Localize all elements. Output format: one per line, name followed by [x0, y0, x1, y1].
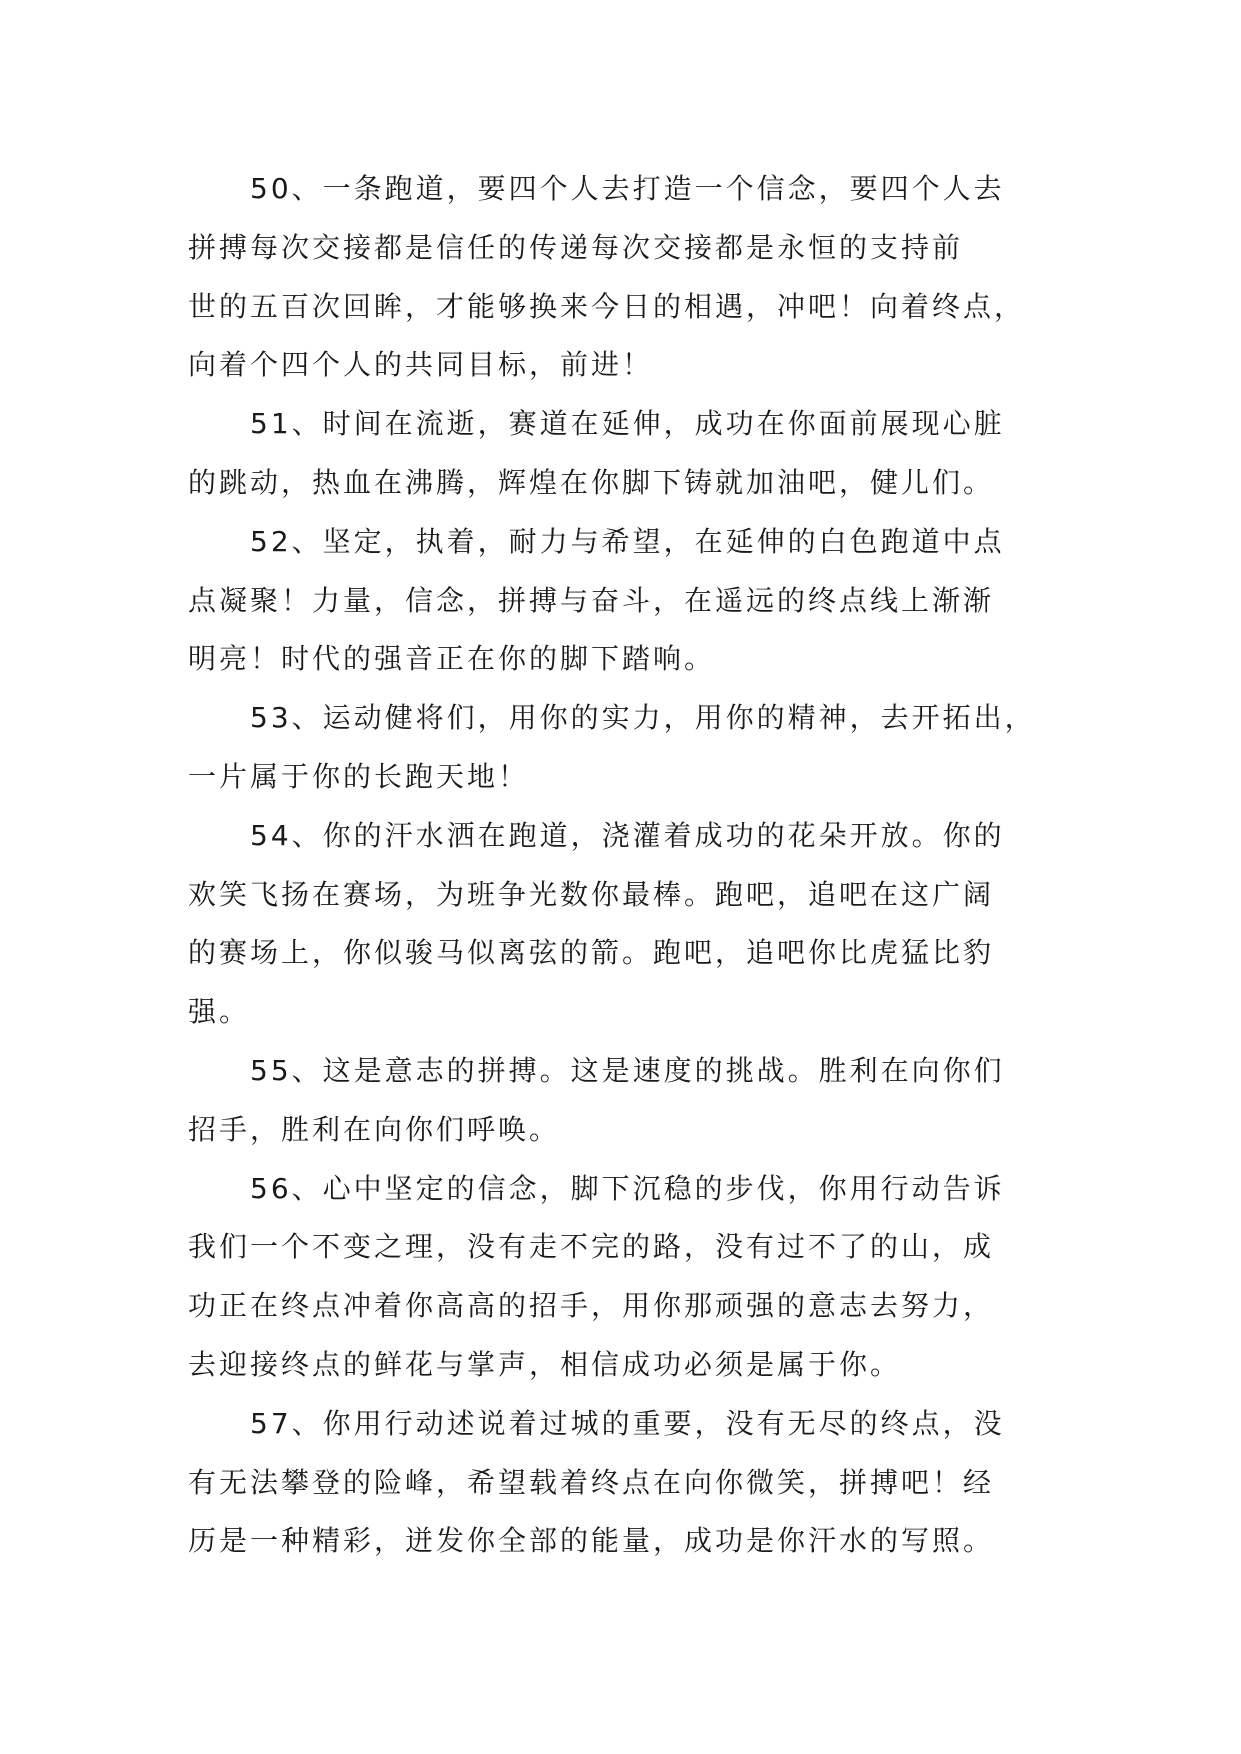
paragraph-54	[188, 807, 1068, 1042]
document-body	[188, 160, 1068, 1571]
paragraph-55	[188, 1042, 1068, 1160]
paragraph-line: 一片属于你的长跑天地！	[188, 759, 530, 793]
paragraph-line: 强。	[188, 995, 251, 1029]
paragraph-50	[188, 160, 1068, 395]
paragraph-line: 52、坚定，执着，耐力与希望，在延伸的白色跑道中点	[250, 524, 1005, 558]
paragraph-line: 世的五百次回眸，才能够换来今日的相遇，冲吧！向着终点，	[188, 289, 1026, 323]
paragraph-line: 51、时间在流逝，赛道在延伸，成功在你面前展现心脏	[250, 407, 1005, 441]
paragraph-52	[188, 513, 1068, 689]
paragraph-line: 点凝聚！力量，信念，拼搏与奋斗，在遥远的终点线上渐渐	[188, 583, 995, 617]
paragraph-line: 欢笑飞扬在赛场，为班争光数你最棒。跑吧，追吧在这广阔	[188, 877, 995, 911]
paragraph-line: 我们一个不变之理，没有走不完的路，没有过不了的山，成	[188, 1230, 995, 1264]
paragraph-line: 历是一种精彩，迸发你全部的能量，成功是你汗水的写照。	[188, 1524, 995, 1558]
paragraph-line: 有无法攀登的险峰，希望载着终点在向你微笑，拼搏吧！经	[188, 1465, 995, 1499]
paragraph-56	[188, 1160, 1068, 1395]
paragraph-53	[188, 689, 1068, 807]
paragraph-line: 56、心中坚定的信念，脚下沉稳的步伐，你用行动告诉	[250, 1171, 1005, 1205]
paragraph-line: 的赛场上，你似骏马似离弦的箭。跑吧，追吧你比虎猛比豹	[188, 936, 995, 970]
paragraph-line: 向着个四个人的共同目标，前进！	[188, 348, 654, 382]
paragraph-line: 53、运动健将们，用你的实力，用你的精神，去开拓出，	[250, 701, 1036, 735]
paragraph-line: 去迎接终点的鲜花与掌声，相信成功必须是属于你。	[188, 1347, 902, 1381]
paragraph-57	[188, 1395, 1068, 1571]
paragraph-51	[188, 395, 1068, 513]
paragraph-line: 的跳动，热血在沸腾，辉煌在你脚下铸就加油吧，健儿们。	[188, 465, 995, 499]
paragraph-line: 57、你用行动述说着过城的重要，没有无尽的终点，没	[250, 1406, 1005, 1440]
paragraph-line: 招手，胜利在向你们呼唤。	[188, 1112, 561, 1146]
paragraph-line: 功正在终点冲着你高高的招手，用你那顽强的意志去努力，	[188, 1289, 995, 1323]
paragraph-line: 明亮！时代的强音正在你的脚下踏响。	[188, 642, 716, 676]
paragraph-line: 50、一条跑道，要四个人去打造一个信念，要四个人去	[250, 172, 1005, 205]
paragraph-line: 拼搏每次交接都是信任的传递每次交接都是永恒的支持前	[188, 230, 964, 264]
paragraph-line: 55、这是意志的拼搏。这是速度的挑战。胜利在向你们	[250, 1053, 1005, 1087]
paragraph-line: 54、你的汗水洒在跑道，浇灌着成功的花朵开放。你的	[250, 818, 1005, 852]
